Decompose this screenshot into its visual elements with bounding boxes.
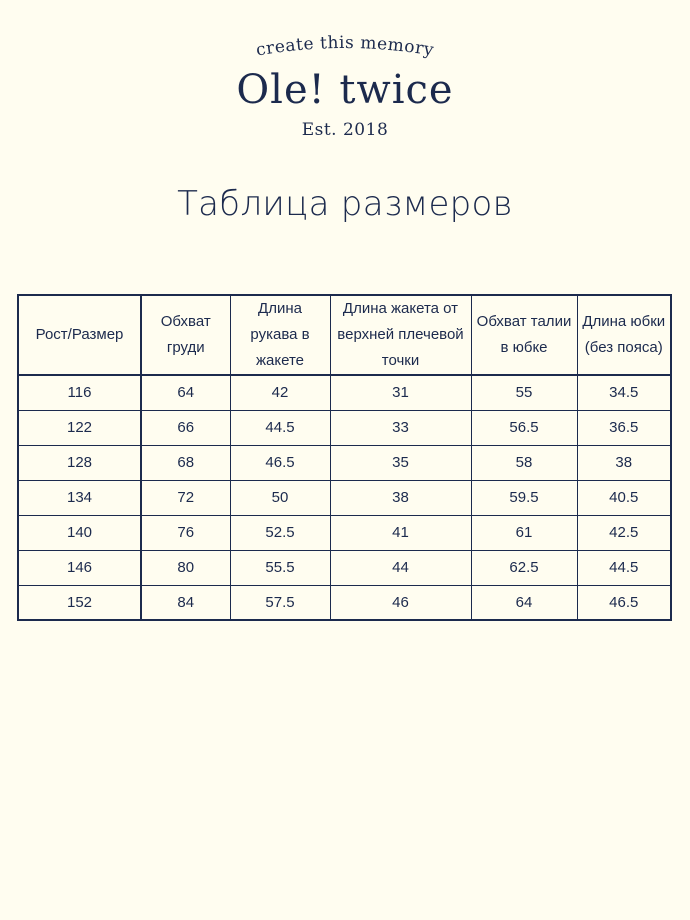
cell-chest: 64 xyxy=(141,375,230,410)
cell-sleeve-length: 44.5 xyxy=(230,410,330,445)
table-row xyxy=(18,550,671,585)
cell-skirt-waist: 55 xyxy=(471,375,577,410)
header-chest: Обхват груди xyxy=(141,295,230,375)
cell-chest: 66 xyxy=(141,410,230,445)
header-skirt-waist: Обхват талии в юбке xyxy=(471,295,577,375)
svg-text:create this memory xyxy=(255,33,436,61)
logo-tagline xyxy=(215,30,475,64)
cell-skirt-length: 40.5 xyxy=(577,480,671,515)
cell-chest: 72 xyxy=(141,480,230,515)
cell-skirt-waist: 59.5 xyxy=(471,480,577,515)
logo-established: Est. 2018 xyxy=(301,120,389,140)
cell-height-size: 146 xyxy=(18,550,141,585)
cell-sleeve-length: 42 xyxy=(230,375,330,410)
cell-height-size: 128 xyxy=(18,445,141,480)
table-row xyxy=(18,410,671,445)
cell-skirt-waist: 64 xyxy=(471,585,577,620)
cell-skirt-length: 46.5 xyxy=(577,585,671,620)
table-row xyxy=(18,515,671,550)
cell-jacket-length: 44 xyxy=(330,550,471,585)
cell-jacket-length: 35 xyxy=(330,445,471,480)
cell-skirt-waist: 58 xyxy=(471,445,577,480)
cell-jacket-length: 31 xyxy=(330,375,471,410)
cell-skirt-length: 34.5 xyxy=(577,375,671,410)
logo-tagline-text: create this memory xyxy=(254,32,436,61)
cell-chest: 68 xyxy=(141,445,230,480)
table-row xyxy=(18,585,671,620)
cell-height-size: 116 xyxy=(18,375,141,410)
cell-jacket-length: 33 xyxy=(330,410,471,445)
page-title: Таблица размеров xyxy=(177,184,513,224)
cell-chest: 80 xyxy=(141,550,230,585)
size-chart-table xyxy=(17,294,672,621)
cell-sleeve-length: 55.5 xyxy=(230,550,330,585)
cell-chest: 84 xyxy=(141,585,230,620)
cell-height-size: 140 xyxy=(18,515,141,550)
header-height-size: Рост/Размер xyxy=(18,295,141,375)
cell-height-size: 152 xyxy=(18,585,141,620)
cell-skirt-length: 42.5 xyxy=(577,515,671,550)
cell-skirt-waist: 56.5 xyxy=(471,410,577,445)
cell-jacket-length: 38 xyxy=(330,480,471,515)
cell-jacket-length: 46 xyxy=(330,585,471,620)
cell-skirt-length: 44.5 xyxy=(577,550,671,585)
brand-logo xyxy=(0,30,690,140)
cell-height-size: 122 xyxy=(18,410,141,445)
cell-sleeve-length: 50 xyxy=(230,480,330,515)
cell-skirt-waist: 61 xyxy=(471,515,577,550)
cell-sleeve-length: 46.5 xyxy=(230,445,330,480)
cell-sleeve-length: 57.5 xyxy=(230,585,330,620)
header-skirt-length: Длина юбки (без пояса) xyxy=(577,295,671,375)
table-row xyxy=(18,375,671,410)
cell-skirt-waist: 62.5 xyxy=(471,550,577,585)
cell-sleeve-length: 52.5 xyxy=(230,515,330,550)
header-sleeve-length: Длина рукава в жакете xyxy=(230,295,330,375)
header-jacket-length: Длина жакета от верхней плечевой точки xyxy=(330,295,471,375)
cell-jacket-length: 41 xyxy=(330,515,471,550)
cell-skirt-length: 36.5 xyxy=(577,410,671,445)
cell-chest: 76 xyxy=(141,515,230,550)
table-header-row xyxy=(18,295,671,375)
table-row xyxy=(18,445,671,480)
cell-height-size: 134 xyxy=(18,480,141,515)
table-row xyxy=(18,480,671,515)
cell-skirt-length: 38 xyxy=(577,445,671,480)
logo-brand-name: Ole! twice xyxy=(236,67,454,113)
